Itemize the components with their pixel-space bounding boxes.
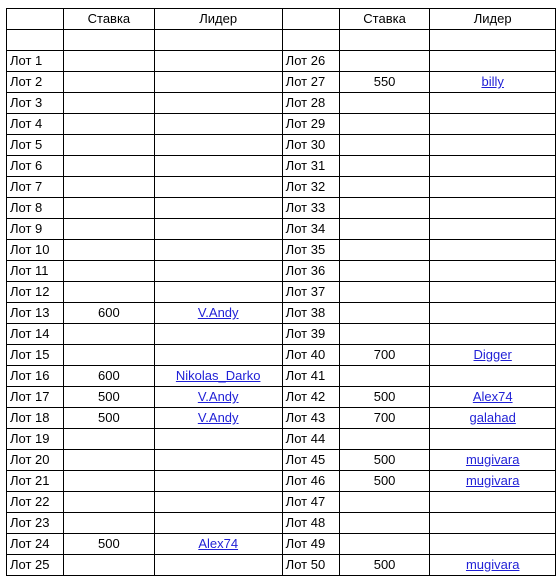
right-bid-value xyxy=(339,51,430,72)
left-lot-label: Лот 1 xyxy=(7,51,64,72)
right-bid-value: 500 xyxy=(339,555,430,576)
right-leader-link[interactable]: Digger xyxy=(473,347,512,362)
left-bid-value xyxy=(64,93,155,114)
left-leader-cell xyxy=(154,303,282,324)
left-lot-label: Лот 14 xyxy=(7,324,64,345)
left-bid-value xyxy=(64,513,155,534)
left-leader-cell xyxy=(154,324,282,345)
left-leader-cell xyxy=(154,219,282,240)
left-leader-cell xyxy=(154,282,282,303)
right-leader-cell xyxy=(430,555,556,576)
right-leader-cell xyxy=(430,345,556,366)
right-lot-label: Лот 39 xyxy=(282,324,339,345)
right-leader-link[interactable]: mugivara xyxy=(465,452,520,467)
right-bid-value xyxy=(339,324,430,345)
right-leader-cell xyxy=(430,471,556,492)
right-leader-cell xyxy=(430,51,556,72)
left-bid-value xyxy=(64,240,155,261)
right-leader-link[interactable]: mugivara xyxy=(465,473,520,488)
right-leader-cell xyxy=(430,156,556,177)
left-leader-link[interactable]: Alex74 xyxy=(198,536,239,551)
right-lot-label: Лот 35 xyxy=(282,240,339,261)
right-bid-value: 700 xyxy=(339,345,430,366)
left-bid-value xyxy=(64,324,155,345)
right-bid-value xyxy=(339,492,430,513)
right-leader-cell xyxy=(430,450,556,471)
left-leader-link[interactable]: V.Andy xyxy=(197,389,239,404)
table-row xyxy=(7,324,556,345)
left-bid-value xyxy=(64,282,155,303)
right-lot-label: Лот 34 xyxy=(282,219,339,240)
table-row xyxy=(7,513,556,534)
left-leader-cell xyxy=(154,429,282,450)
left-leader-cell xyxy=(154,261,282,282)
right-leader-link[interactable]: Alex74 xyxy=(472,389,513,404)
right-bid-value xyxy=(339,114,430,135)
left-lot-label: Лот 17 xyxy=(7,387,64,408)
header-lot-left xyxy=(7,9,64,30)
left-lot-label: Лот 7 xyxy=(7,177,64,198)
right-bid-value xyxy=(339,240,430,261)
table-row xyxy=(7,492,556,513)
right-leader-cell xyxy=(430,366,556,387)
right-bid-value xyxy=(339,513,430,534)
header-bid-right: Ставка xyxy=(339,9,430,30)
left-leader-link[interactable]: Nikolas_Darko xyxy=(175,368,261,383)
left-leader-cell xyxy=(154,408,282,429)
empty-cell xyxy=(339,30,430,51)
table-row xyxy=(7,534,556,555)
table-row xyxy=(7,555,556,576)
right-lot-label: Лот 48 xyxy=(282,513,339,534)
left-leader-cell xyxy=(154,534,282,555)
header-bid-left: Ставка xyxy=(64,9,155,30)
table-row xyxy=(7,240,556,261)
left-lot-label: Лот 3 xyxy=(7,93,64,114)
right-bid-value xyxy=(339,366,430,387)
right-leader-cell xyxy=(430,93,556,114)
right-leader-cell xyxy=(430,324,556,345)
table-row xyxy=(7,198,556,219)
left-leader-cell xyxy=(154,51,282,72)
right-leader-cell xyxy=(430,534,556,555)
left-leader-cell xyxy=(154,135,282,156)
right-lot-label: Лот 40 xyxy=(282,345,339,366)
left-lot-label: Лот 15 xyxy=(7,345,64,366)
left-bid-value: 500 xyxy=(64,387,155,408)
right-bid-value xyxy=(339,429,430,450)
table-row xyxy=(7,366,556,387)
right-bid-value xyxy=(339,282,430,303)
spacer-row xyxy=(7,30,556,51)
left-bid-value xyxy=(64,261,155,282)
right-bid-value: 500 xyxy=(339,450,430,471)
left-leader-link[interactable]: V.Andy xyxy=(197,305,239,320)
left-lot-label: Лот 25 xyxy=(7,555,64,576)
right-lot-label: Лот 47 xyxy=(282,492,339,513)
left-leader-cell xyxy=(154,471,282,492)
right-leader-cell xyxy=(430,72,556,93)
right-leader-cell xyxy=(430,240,556,261)
right-leader-cell xyxy=(430,219,556,240)
left-bid-value xyxy=(64,177,155,198)
right-lot-label: Лот 49 xyxy=(282,534,339,555)
right-bid-value xyxy=(339,303,430,324)
right-bid-value: 500 xyxy=(339,471,430,492)
left-bid-value: 600 xyxy=(64,303,155,324)
auction-table-body xyxy=(7,9,556,576)
right-lot-label: Лот 50 xyxy=(282,555,339,576)
right-leader-cell xyxy=(430,429,556,450)
left-leader-cell xyxy=(154,177,282,198)
left-bid-value xyxy=(64,450,155,471)
right-lot-label: Лот 38 xyxy=(282,303,339,324)
left-leader-cell xyxy=(154,450,282,471)
left-lot-label: Лот 10 xyxy=(7,240,64,261)
left-lot-label: Лот 6 xyxy=(7,156,64,177)
left-bid-value xyxy=(64,555,155,576)
right-lot-label: Лот 29 xyxy=(282,114,339,135)
left-lot-label: Лот 4 xyxy=(7,114,64,135)
right-leader-link[interactable]: mugivara xyxy=(465,557,520,572)
right-leader-cell xyxy=(430,513,556,534)
empty-cell xyxy=(7,30,64,51)
right-bid-value xyxy=(339,261,430,282)
table-row xyxy=(7,303,556,324)
right-lot-label: Лот 28 xyxy=(282,93,339,114)
right-bid-value: 500 xyxy=(339,387,430,408)
left-leader-cell xyxy=(154,156,282,177)
left-lot-label: Лот 22 xyxy=(7,492,64,513)
right-leader-cell xyxy=(430,408,556,429)
left-lot-label: Лот 23 xyxy=(7,513,64,534)
right-lot-label: Лот 45 xyxy=(282,450,339,471)
table-row xyxy=(7,408,556,429)
right-leader-cell xyxy=(430,177,556,198)
table-row xyxy=(7,429,556,450)
left-lot-label: Лот 24 xyxy=(7,534,64,555)
left-lot-label: Лот 16 xyxy=(7,366,64,387)
table-row xyxy=(7,114,556,135)
table-row xyxy=(7,135,556,156)
left-bid-value xyxy=(64,219,155,240)
right-bid-value xyxy=(339,93,430,114)
left-bid-value xyxy=(64,198,155,219)
right-lot-label: Лот 43 xyxy=(282,408,339,429)
right-lot-label: Лот 32 xyxy=(282,177,339,198)
table-row xyxy=(7,177,556,198)
right-lot-label: Лот 26 xyxy=(282,51,339,72)
right-lot-label: Лот 41 xyxy=(282,366,339,387)
right-leader-cell xyxy=(430,198,556,219)
table-row xyxy=(7,51,556,72)
left-bid-value xyxy=(64,51,155,72)
left-leader-cell xyxy=(154,93,282,114)
empty-cell xyxy=(282,30,339,51)
right-leader-cell xyxy=(430,135,556,156)
table-row xyxy=(7,387,556,408)
right-leader-link[interactable]: galahad xyxy=(469,410,516,425)
table-row xyxy=(7,261,556,282)
empty-cell xyxy=(154,30,282,51)
left-bid-value xyxy=(64,429,155,450)
auction-table xyxy=(6,8,556,576)
right-lot-label: Лот 46 xyxy=(282,471,339,492)
left-bid-value xyxy=(64,345,155,366)
left-lot-label: Лот 13 xyxy=(7,303,64,324)
header-leader-right: Лидер xyxy=(430,9,556,30)
right-bid-value: 550 xyxy=(339,72,430,93)
left-lot-label: Лот 5 xyxy=(7,135,64,156)
left-leader-link[interactable]: V.Andy xyxy=(197,410,239,425)
right-bid-value: 700 xyxy=(339,408,430,429)
right-bid-value xyxy=(339,219,430,240)
left-lot-label: Лот 20 xyxy=(7,450,64,471)
left-bid-value: 500 xyxy=(64,408,155,429)
right-leader-link[interactable]: billy xyxy=(481,74,504,89)
right-lot-label: Лот 33 xyxy=(282,198,339,219)
left-leader-cell xyxy=(154,492,282,513)
table-row xyxy=(7,471,556,492)
right-lot-label: Лот 31 xyxy=(282,156,339,177)
left-lot-label: Лот 21 xyxy=(7,471,64,492)
left-bid-value xyxy=(64,114,155,135)
left-leader-cell xyxy=(154,114,282,135)
left-bid-value xyxy=(64,471,155,492)
left-bid-value xyxy=(64,72,155,93)
table-row xyxy=(7,93,556,114)
right-lot-label: Лот 27 xyxy=(282,72,339,93)
empty-cell xyxy=(64,30,155,51)
left-bid-value xyxy=(64,135,155,156)
left-bid-value: 500 xyxy=(64,534,155,555)
left-bid-value xyxy=(64,492,155,513)
right-bid-value xyxy=(339,198,430,219)
left-leader-cell xyxy=(154,555,282,576)
header-row xyxy=(7,9,556,30)
right-leader-cell xyxy=(430,387,556,408)
table-row xyxy=(7,156,556,177)
table-row xyxy=(7,72,556,93)
right-lot-label: Лот 42 xyxy=(282,387,339,408)
left-lot-label: Лот 19 xyxy=(7,429,64,450)
right-leader-cell xyxy=(430,261,556,282)
auction-table-wrapper xyxy=(6,8,556,576)
left-bid-value: 600 xyxy=(64,366,155,387)
header-leader-left: Лидер xyxy=(154,9,282,30)
right-bid-value xyxy=(339,156,430,177)
right-lot-label: Лот 36 xyxy=(282,261,339,282)
empty-cell xyxy=(430,30,556,51)
left-lot-label: Лот 8 xyxy=(7,198,64,219)
table-row xyxy=(7,450,556,471)
left-leader-cell xyxy=(154,513,282,534)
left-lot-label: Лот 2 xyxy=(7,72,64,93)
right-leader-cell xyxy=(430,282,556,303)
right-leader-cell xyxy=(430,492,556,513)
right-leader-cell xyxy=(430,114,556,135)
left-leader-cell xyxy=(154,387,282,408)
table-row xyxy=(7,282,556,303)
right-bid-value xyxy=(339,534,430,555)
table-row xyxy=(7,345,556,366)
right-leader-cell xyxy=(430,303,556,324)
table-row xyxy=(7,219,556,240)
header-lot-right xyxy=(282,9,339,30)
left-leader-cell xyxy=(154,366,282,387)
right-bid-value xyxy=(339,135,430,156)
left-lot-label: Лот 18 xyxy=(7,408,64,429)
left-bid-value xyxy=(64,156,155,177)
left-lot-label: Лот 12 xyxy=(7,282,64,303)
right-bid-value xyxy=(339,177,430,198)
left-leader-cell xyxy=(154,72,282,93)
left-lot-label: Лот 11 xyxy=(7,261,64,282)
left-lot-label: Лот 9 xyxy=(7,219,64,240)
left-leader-cell xyxy=(154,240,282,261)
right-lot-label: Лот 44 xyxy=(282,429,339,450)
left-leader-cell xyxy=(154,198,282,219)
right-lot-label: Лот 30 xyxy=(282,135,339,156)
right-lot-label: Лот 37 xyxy=(282,282,339,303)
left-leader-cell xyxy=(154,345,282,366)
